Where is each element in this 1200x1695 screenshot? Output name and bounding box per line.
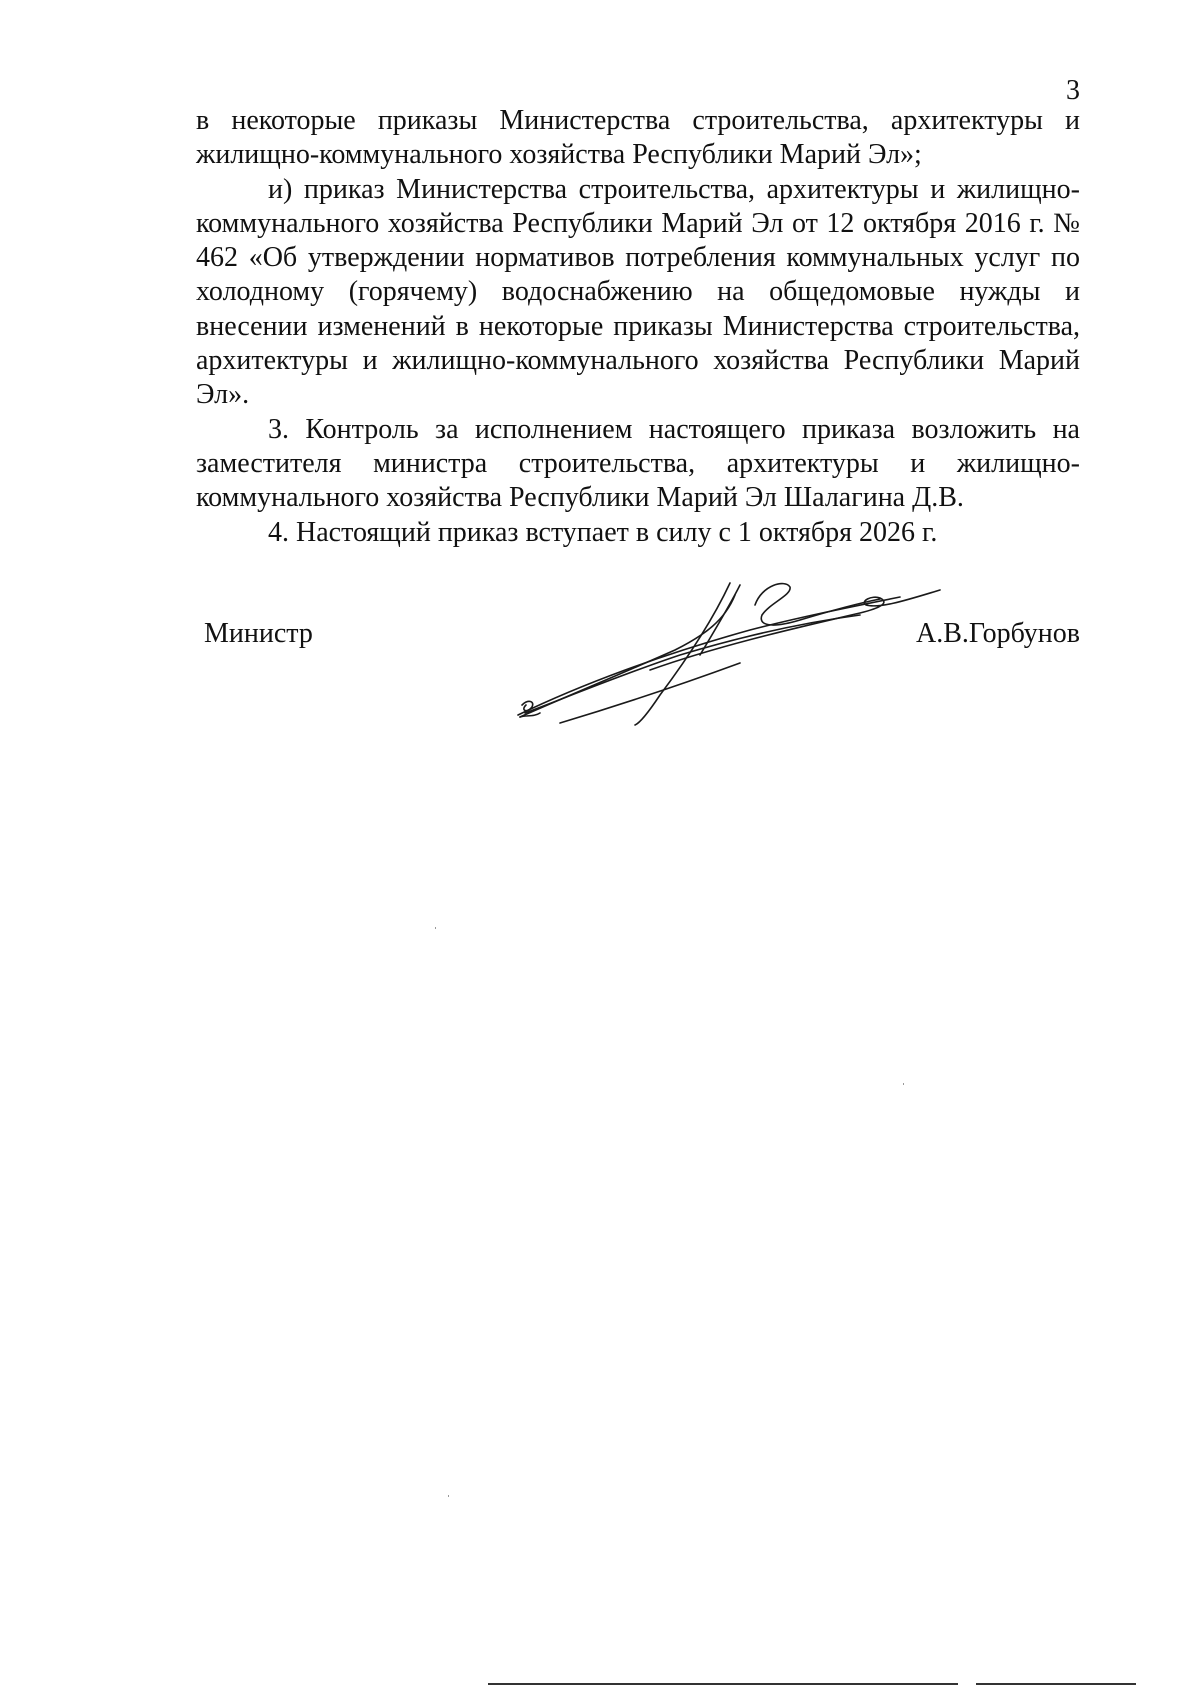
paragraph-continuation: в некоторые приказы Министерства строительства, архитектуры и жилищно-коммунального хозяйства Республики Марий Эл»; [196, 105, 1080, 171]
scan-speck [903, 1083, 904, 1085]
scan-speck [435, 927, 436, 929]
signatory-title: Министр [204, 618, 313, 649]
paragraph-point-3: 3. Контроль за исполнением настоящего приказа возложить на заместителя министра строительства, архитектуры и жилищно-коммунального хозяйства Республики Марий Эл Шалагина Д.В. [196, 413, 1080, 514]
handwritten-signature [500, 575, 980, 735]
signatory-name: А.В.Горбунов [915, 618, 1080, 649]
scan-edge-line [488, 1683, 958, 1685]
scan-speck [448, 1495, 449, 1497]
document-body [196, 104, 1080, 550]
scan-edge-line [976, 1683, 1136, 1685]
paragraph-item-i: и) приказ Министерства строительства, архитектуры и жилищно-коммунального хозяйства Республики Марий Эл от 12 октября 2016 г. № 462 «Об утверждении нормативов потребления коммунальных услуг по холодному (горячему) водоснабжению на общедомовые нужды и внесении изменений в некоторые приказы Министерства строительства, архитектуры и жилищно-коммунального хозяйства Республики Марий Эл». [196, 173, 1080, 411]
page-number: 3 [1066, 75, 1080, 106]
paragraph-point-4: 4. Настоящий приказ вступает в силу с 1 октября 2026 г. [268, 516, 938, 548]
